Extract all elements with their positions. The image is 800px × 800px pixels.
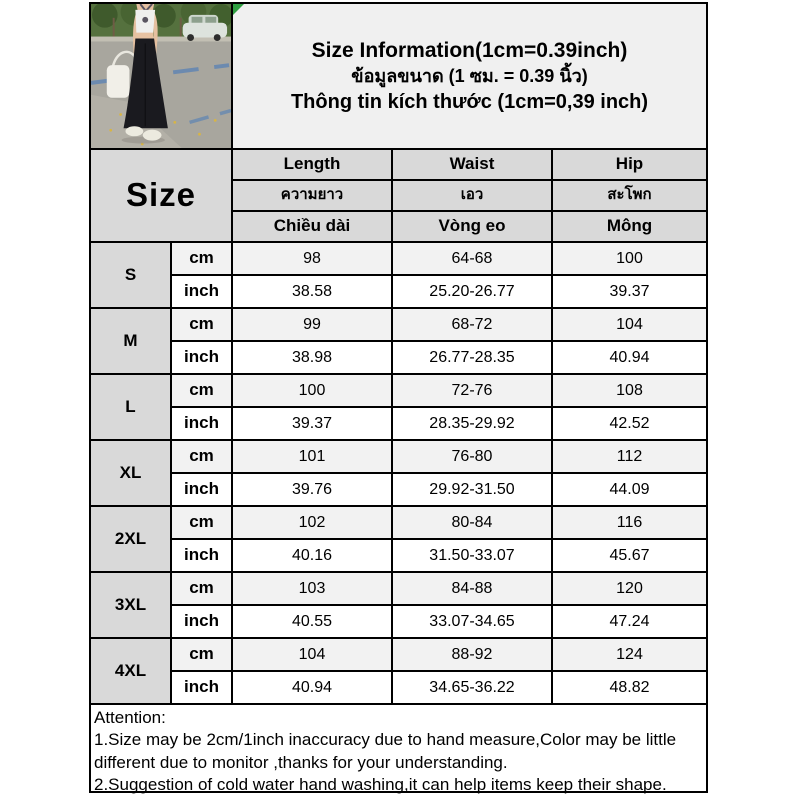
value-cell: 76-80 bbox=[393, 441, 551, 472]
col-header-waist-vi: Vòng eo bbox=[393, 212, 551, 241]
value-cell: 33.07-34.65 bbox=[393, 606, 551, 637]
value-cell: 31.50-33.07 bbox=[393, 540, 551, 571]
value-cell: 101 bbox=[233, 441, 391, 472]
value-cell: 68-72 bbox=[393, 309, 551, 340]
size-information-header bbox=[233, 4, 706, 148]
unit-label-cm: cm bbox=[172, 507, 231, 538]
shoe bbox=[126, 126, 144, 136]
value-cell: 39.76 bbox=[233, 474, 391, 505]
unit-label-inch: inch bbox=[172, 342, 231, 373]
unit-label-cm: cm bbox=[172, 639, 231, 670]
value-cell: 42.52 bbox=[553, 408, 706, 439]
value-cell: 102 bbox=[233, 507, 391, 538]
value-cell: 84-88 bbox=[393, 573, 551, 604]
size-label-m: M bbox=[91, 309, 170, 373]
size-label-2xl: 2XL bbox=[91, 507, 170, 571]
unit-label-cm: cm bbox=[172, 375, 231, 406]
value-cell: 104 bbox=[233, 639, 391, 670]
col-header-hip-vi: Mông bbox=[553, 212, 706, 241]
unit-label-inch: inch bbox=[172, 408, 231, 439]
size-label-xl: XL bbox=[91, 441, 170, 505]
unit-label-cm: cm bbox=[172, 243, 231, 274]
value-cell: 98 bbox=[233, 243, 391, 274]
value-cell: 38.58 bbox=[233, 276, 391, 307]
unit-label-inch: inch bbox=[172, 276, 231, 307]
size-label-3xl: 3XL bbox=[91, 573, 170, 637]
size-label-4xl: 4XL bbox=[91, 639, 170, 703]
value-cell: 34.65-36.22 bbox=[393, 672, 551, 703]
size-label-l: L bbox=[91, 375, 170, 439]
col-header-hip-en: Hip bbox=[553, 150, 706, 179]
attention-note-1: 1.Size may be 2cm/1inch inaccuracy due to hand measure,Color may be little different due to monitor ,thanks for your understanding. bbox=[94, 730, 677, 772]
unit-label-inch: inch bbox=[172, 606, 231, 637]
size-label-s: S bbox=[91, 243, 170, 307]
value-cell: 99 bbox=[233, 309, 391, 340]
unit-label-inch: inch bbox=[172, 672, 231, 703]
title-vietnamese: Thông tin kích thước (1cm=0,39 inch) bbox=[290, 91, 649, 114]
value-cell: 40.55 bbox=[233, 606, 391, 637]
col-header-waist-th: เอว bbox=[393, 181, 551, 210]
value-cell: 116 bbox=[553, 507, 706, 538]
value-cell: 103 bbox=[233, 573, 391, 604]
value-cell: 100 bbox=[233, 375, 391, 406]
attention-note-2: 2.Suggestion of cold water hand washing,it can help items keep their shape. bbox=[94, 775, 667, 795]
col-header-length-en: Length bbox=[233, 150, 391, 179]
bag bbox=[107, 65, 130, 98]
attention-note bbox=[91, 705, 706, 795]
shoe bbox=[143, 130, 162, 141]
title-thai: ข้อมูลขนาด (1 ซม. = 0.39 นิ้ว) bbox=[351, 65, 588, 86]
value-cell: 25.20-26.77 bbox=[393, 276, 551, 307]
col-header-hip-th: สะโพก bbox=[553, 181, 706, 210]
value-cell: 120 bbox=[553, 573, 706, 604]
col-header-length-th: ความยาว bbox=[233, 181, 391, 210]
value-cell: 100 bbox=[553, 243, 706, 274]
unit-label-inch: inch bbox=[172, 474, 231, 505]
col-header-length-vi: Chiều dài bbox=[233, 212, 391, 241]
value-cell: 29.92-31.50 bbox=[393, 474, 551, 505]
value-cell: 48.82 bbox=[553, 672, 706, 703]
unit-label-cm: cm bbox=[172, 441, 231, 472]
unit-label-cm: cm bbox=[172, 573, 231, 604]
attention-heading: Attention: bbox=[94, 708, 166, 727]
unit-label-inch: inch bbox=[172, 540, 231, 571]
size-column-header: Size bbox=[91, 150, 231, 241]
unit-label-cm: cm bbox=[172, 309, 231, 340]
value-cell: 80-84 bbox=[393, 507, 551, 538]
value-cell: 39.37 bbox=[553, 276, 706, 307]
value-cell: 72-76 bbox=[393, 375, 551, 406]
value-cell: 104 bbox=[553, 309, 706, 340]
value-cell: 40.16 bbox=[233, 540, 391, 571]
cell-corner-flag bbox=[233, 4, 244, 15]
value-cell: 26.77-28.35 bbox=[393, 342, 551, 373]
value-cell: 124 bbox=[553, 639, 706, 670]
value-cell: 40.94 bbox=[553, 342, 706, 373]
value-cell: 39.37 bbox=[233, 408, 391, 439]
size-chart-sheet bbox=[89, 2, 708, 793]
value-cell: 112 bbox=[553, 441, 706, 472]
value-cell: 88-92 bbox=[393, 639, 551, 670]
model-photo bbox=[91, 4, 231, 148]
value-cell: 108 bbox=[553, 375, 706, 406]
value-cell: 28.35-29.92 bbox=[393, 408, 551, 439]
value-cell: 44.09 bbox=[553, 474, 706, 505]
value-cell: 64-68 bbox=[393, 243, 551, 274]
value-cell: 40.94 bbox=[233, 672, 391, 703]
value-cell: 38.98 bbox=[233, 342, 391, 373]
title-english: Size Information(1cm=0.39inch) bbox=[311, 38, 628, 62]
value-cell: 47.24 bbox=[553, 606, 706, 637]
col-header-waist-en: Waist bbox=[393, 150, 551, 179]
value-cell: 45.67 bbox=[553, 540, 706, 571]
product-photo bbox=[91, 4, 231, 148]
